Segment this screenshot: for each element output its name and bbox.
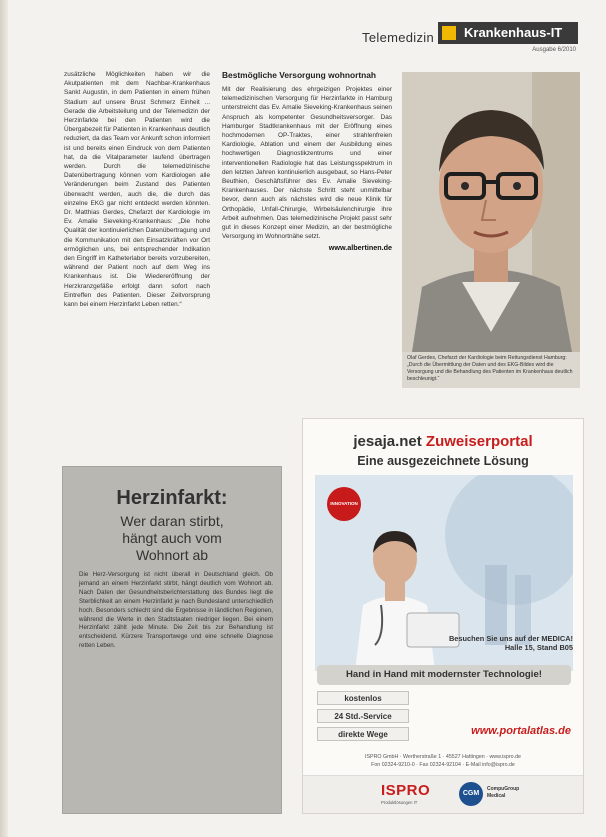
herzinfarkt-box: [62, 466, 282, 814]
article-column-2: [222, 70, 392, 252]
box-subtitle-line-2: hängt auch vom: [122, 530, 222, 546]
ad-brand-name: jesaja.net: [353, 433, 422, 450]
page-edge: [0, 0, 8, 837]
logo-square-icon: [442, 26, 456, 40]
award-badge: INNOVATION: [327, 487, 361, 521]
portrait-illustration: [402, 72, 580, 352]
article-url[interactable]: www.albertinen.de: [328, 243, 392, 253]
publication-logo: [438, 22, 578, 44]
portrait-photo: [402, 72, 580, 352]
feature-direct: direkte Wege: [317, 727, 409, 741]
article-text-1: zusätzliche Möglichkeiten haben wir die Akutpatienten mit dem Nachbar-Krankenhaus Sankt Augustin, in dem Patienten in einem frühen Stadium auf unsere Brust Schmerz Einheit ... Gerade die Arbeitsteilung und der Telemedizin der Herzinfarkte bei den Patienten wird die Übergabezeit für Patienten in Krankenhaus deutlich reduziert, da das Team vor Ankunft schon informiert ist und bereits einen Eindruck von dem Patienten hat, da die Vitalparameter laufend übertragen werden. Durch die telemedizinische Datenübertragung können vom Kardiologen alle Veränderungen beim Zustand des Patienten überwacht werden, auch die, die durch das einzelne EKG gar nicht entdeckt werden könnten. Dr. Matthias Gerdes, Chefarzt der Kardiologie im Ev. Amalie Sieveking-Krankenhaus: „Die hohe Qualität der kontinuierlichen Datenübertragung und die Kommunikation mit den Einsatzkräften vor Ort ermöglichen uns, bei entsprechender Indikation den Eingriff im Katheterlabor bereits vorzubereiten, während der Patient noch auf dem Weg ins Krankenhaus ist. Die Wiedereröffnung der Herzkranzgefäße erfolgt dann sofort nach Eintreffen des Patienten. Dieser Zeitvorsprung kann bei einem Herzinfarkt Leben retten.“: [64, 71, 211, 309]
photo-caption: Olaf Gerdes, Chefarzt der Kardiologie beim Rettungsdienst Hamburg: „Durch die Übermittlung der Daten und des EKG-Bildes wird die Versorgung und die Behandlung des Patienten im Krankenhaus deutlich beschleunigt.“: [402, 352, 580, 388]
ad-subtitle: Eine ausgezeichnete Lösung: [357, 454, 529, 468]
article-column-1: [64, 70, 210, 309]
box-subtitle-line-3: Wohnort ab: [135, 547, 209, 563]
ispro-subtitle: Produktlösungen IT: [381, 800, 418, 805]
cgm-text-line-1: CompuGroup: [487, 786, 520, 792]
medica-notice: [449, 634, 573, 653]
ad-footer: [303, 775, 583, 813]
feature-free: kostenlos: [317, 691, 409, 705]
box-subtitle: [63, 513, 281, 564]
logo-text: Krankenhaus-IT: [464, 25, 563, 40]
medica-notice-line-2: Halle 15, Stand B05: [504, 643, 573, 653]
ad-url[interactable]: www.portalatlas.de: [471, 725, 571, 737]
ad-brand-tag: Zuweiserportal: [425, 433, 533, 450]
advertisement[interactable]: [302, 418, 584, 814]
ad-address-line-2: Fon 02324-9210-0 · Fax 02324-92104 · E-Mail info@ispro.de: [371, 762, 515, 768]
box-title: Herzinfarkt:: [116, 487, 228, 509]
ispro-logo: ISPRO: [381, 782, 431, 799]
issue-label: Ausgabe 6/2010: [532, 47, 576, 53]
ad-slogan: Hand in Hand mit modernster Technologie!: [317, 665, 571, 685]
section-title: Telemedizin: [362, 30, 434, 45]
ad-address-line-1: ISPRO GmbH · Wertherstraße 1 · 45527 Hattingen · www.ispro.de: [365, 754, 521, 760]
cgm-text-line-2: Medical: [487, 792, 506, 799]
feature-service: 24 Std.-Service: [317, 709, 409, 723]
cgm-text: [487, 786, 519, 799]
ad-brand: [303, 433, 583, 450]
cgm-logo-icon: CGM: [459, 782, 483, 806]
ad-address: [303, 753, 583, 769]
box-subtitle-line-1: Wer daran stirbt,: [120, 513, 224, 529]
box-text: Die Herz-Versorgung ist nicht überall in Deutschland gleich. Ob jemand an einem Herzinfarkt stirbt, hängt deutlich vom Wohnort ab. Nach Daten der Gesundheitsberichterstattung des Bundes liegt die Sterblichkeit an einem Herzinfarkt je nach Bundesland unterschiedlich hoch. Besonders schlecht sind die Ergebnisse in ländlichen Regionen, während die Werte in den Stadtstaaten niedriger liegen. Bei einem Herzinfarkt zählt jede Minute. Die Zeit bis zur Behandlung ist entscheidend. Kürzere Transportwege und eine schnelle Diagnose retten Leben.: [79, 571, 273, 650]
subheading: Bestmögliche Versorgung wohnortnah: [222, 70, 377, 80]
article-text-2: Mit der Realisierung des ehrgeizigen Projektes einer telemedizinischen Versorgung für Herzinfarkte in Hamburg unterstreicht das Ev. Amalie Sieveking-Krankenhaus seinen Anspruch als kompetenter Gesundheitsversorger. Das Hamburger Stadtkrankenhaus mit der Eröffnung eines hochmodernen OP-Traktes, einer strahlenfreien Kardiologie, Ablation und einem der Ausbildung eines hochwertigen Diagnostikzentrums und einer interventionellen Radiologie hat das Leistungsspektrum in den letzten Jahren kontinuierlich ausgebaut, so Hans-Peter Beuthien, Geschäftsführer des Ev. Amalie Sieveking-Krankenhauses. Der nächste Schritt steht unmittelbar bevor, denn auch als nächstes wird die neue Klinik für Orthopädie, Unfall-Chirurgie, Wirbelsäulenchirurgie ihre Arbeit aufnehmen. Das telemedizinische Projekt passt sehr gut in dieses Konzept einer Medizin, an der bestmögliche Versorgung im Wohnortnähe setzt.: [222, 86, 392, 241]
medica-notice-line-1: Besuchen Sie uns auf der MEDICA!: [448, 634, 573, 643]
